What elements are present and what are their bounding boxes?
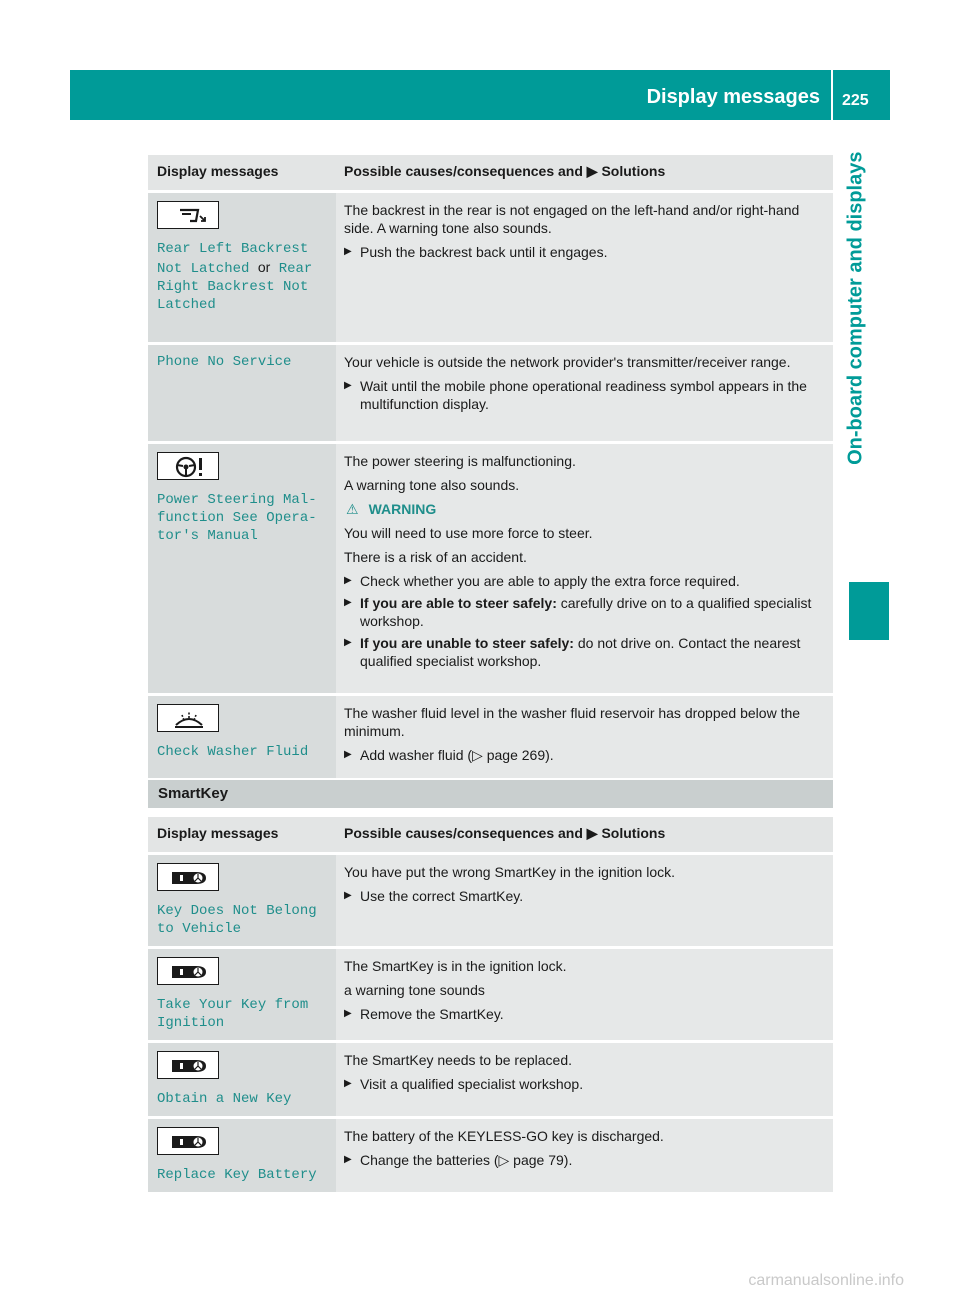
smartkey-messages-table <box>148 817 833 1192</box>
arrow-icon: ▶ <box>586 163 598 179</box>
message-cell <box>148 344 336 443</box>
message-text <box>157 240 328 314</box>
col-causes <box>336 817 833 854</box>
cause-text: The SmartKey needs to be replaced. <box>344 1052 573 1068</box>
col-causes <box>336 155 833 192</box>
col-solutions-text: Solutions <box>601 825 666 841</box>
message-left-backrest: Rear Left Backrest Not Latched <box>157 241 309 277</box>
backrest-icon <box>157 201 219 229</box>
cause-text: The backrest in the rear is not engaged on the left-hand and/or right-hand side. A warning tone also sounds. <box>344 202 800 236</box>
solution-step: ▶ Change the batteries (▷ page 79). <box>344 1151 827 1169</box>
cause-cell <box>336 854 833 948</box>
solution-step <box>344 594 827 630</box>
side-section-label-wrap <box>844 140 867 600</box>
message-right-backrest: Rear Right Backrest Not Latched <box>157 261 313 313</box>
cause-text: There is a risk of an accident. <box>344 549 527 565</box>
message-text: Replace Key Battery <box>157 1167 317 1183</box>
smartkey-icon <box>157 1127 219 1155</box>
cause-cell <box>336 1118 833 1193</box>
message-cell <box>148 854 336 948</box>
table-header-row <box>148 817 833 854</box>
cause-cell <box>336 948 833 1042</box>
col-display-messages: Display messages <box>148 155 336 192</box>
side-section-label: On-board computer and displays <box>844 151 866 465</box>
solution-condition: If you are able to steer safely: <box>360 595 557 611</box>
table-row <box>148 1042 833 1118</box>
warning-label <box>344 500 827 518</box>
solution-step: ▶ Remove the SmartKey. <box>344 1005 827 1023</box>
display-messages-table <box>148 155 833 778</box>
cause-text: You have put the wrong SmartKey in the ignition lock. <box>344 864 676 880</box>
message-cell <box>148 1042 336 1118</box>
page-number: 225 <box>842 92 869 109</box>
table-row <box>148 192 833 344</box>
smartkey-icon <box>157 863 219 891</box>
cause-cell <box>336 695 833 778</box>
side-tab-marker <box>849 582 889 640</box>
solution-step: ▶ Wait until the mobile phone operational readiness symbol appears in the multifunction display. <box>344 377 827 413</box>
cause-text: a warning tone sounds <box>344 982 485 998</box>
message-cell <box>148 192 336 344</box>
cause-text: The washer fluid level in the washer fluid reservoir has dropped below the minimum. <box>344 705 801 739</box>
message-text: Check Washer Fluid <box>157 744 309 760</box>
message-cell <box>148 443 336 695</box>
message-cell <box>148 1118 336 1193</box>
col-display-messages: Display messages <box>148 817 336 854</box>
message-text: Key Does Not Belong to Vehicle <box>157 903 317 937</box>
cause-text: The SmartKey is in the ignition lock. <box>344 958 567 974</box>
watermark: carmanualsonline.info <box>748 1272 904 1289</box>
table-header-row <box>148 155 833 192</box>
cause-cell <box>336 443 833 695</box>
solution-step: ▶ Visit a qualified specialist workshop. <box>344 1075 827 1093</box>
cause-text: The power steering is malfunctioning. <box>344 453 576 469</box>
message-cell <box>148 948 336 1042</box>
smartkey-icon <box>157 957 219 985</box>
cause-text: Your vehicle is outside the network provider's transmitter/receiver range. <box>344 354 791 370</box>
cause-text: The battery of the KEYLESS-GO key is discharged. <box>344 1128 664 1144</box>
arrow-icon: ▶ <box>586 825 598 841</box>
warning-text: WARNING <box>368 501 437 517</box>
solution-step: ▶ Add washer fluid (▷ page 269). <box>344 746 827 764</box>
cause-cell <box>336 1042 833 1118</box>
col-causes-text: Possible causes/consequences and <box>344 163 583 179</box>
section-title-smartkey: SmartKey <box>148 780 833 808</box>
table-row <box>148 344 833 443</box>
col-causes-text: Possible causes/consequences and <box>344 825 583 841</box>
solution-condition: If you are unable to steer safely: <box>360 635 574 651</box>
solution-step <box>344 634 827 670</box>
table-row <box>148 695 833 778</box>
solution-action: carefully drive on to a qualified specialist workshop. <box>360 595 812 629</box>
cause-text: You will need to use more force to steer. <box>344 525 593 541</box>
message-text: Take Your Key from Ignition <box>157 997 309 1031</box>
message-text: Phone No Service <box>157 354 292 370</box>
table-row <box>148 443 833 695</box>
message-cell <box>148 695 336 778</box>
washer-fluid-icon <box>157 704 219 732</box>
smartkey-icon <box>157 1051 219 1079</box>
solution-action: do not drive on. Contact the nearest qualified specialist workshop. <box>360 635 801 669</box>
solution-step: ▶ Check whether you are able to apply the extra force required. <box>344 572 827 590</box>
warning-triangle-icon: ⚠ <box>346 501 359 517</box>
message-text: Obtain a New Key <box>157 1091 292 1107</box>
table-row <box>148 1118 833 1193</box>
cause-text: A warning tone also sounds. <box>344 477 520 493</box>
table-row <box>148 854 833 948</box>
steering-warning-icon <box>157 452 219 480</box>
or-text: or <box>257 259 271 275</box>
solution-step: ▶ Push the backrest back until it engages. <box>344 243 827 261</box>
col-solutions-text: Solutions <box>601 163 666 179</box>
cause-cell <box>336 192 833 344</box>
message-text: Power Steering Mal- function See Opera- tor's Manual <box>157 492 317 544</box>
header-divider <box>831 70 833 120</box>
solution-step: ▶ Use the correct SmartKey. <box>344 887 827 905</box>
cause-cell <box>336 344 833 443</box>
table-row <box>148 948 833 1042</box>
page-title: Display messages <box>646 86 820 108</box>
